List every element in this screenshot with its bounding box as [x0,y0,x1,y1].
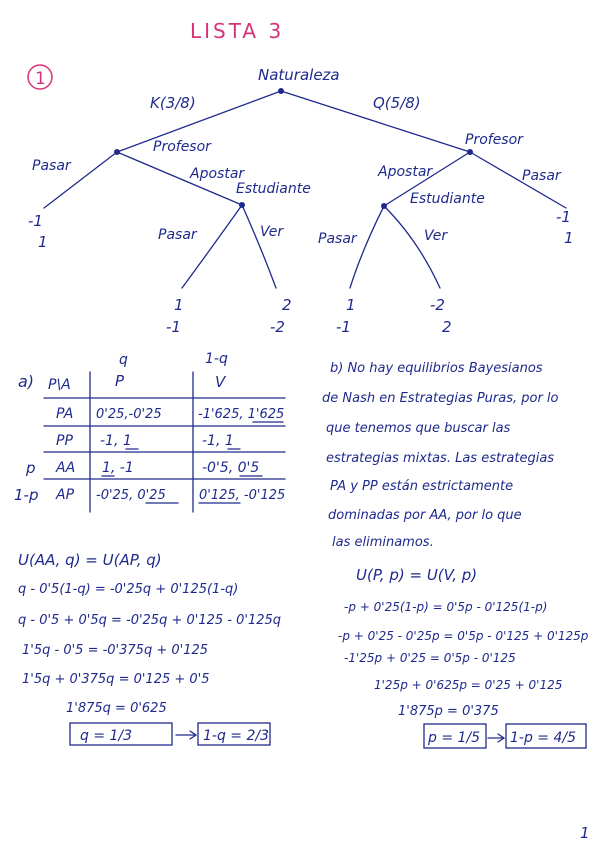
label-right-pasar: Pasar [522,168,561,184]
b-line-7: las eliminamos. [332,535,434,550]
label-est-right-pasar: Pasar [318,231,357,247]
a-eq-3: q - 0'5 + 0'5q = -0'25q + 0'125 - 0'125q [18,613,282,628]
b-line-6: dominadas por AA, por lo que [328,508,522,523]
problem-number: 1 [35,69,46,89]
a-eq-5: 1'5q + 0'375q = 0'125 + 0'5 [22,672,210,687]
b-eq-1: U(P, p) = U(V, p) [356,566,478,584]
b-line-4: estrategias mixtas. Las estrategias [326,451,555,466]
payoff-r2-p1: -2 [430,296,445,314]
cell-pa-v: -1'625, 1'625 [198,407,285,422]
cell-pa-p: 0'25,-0'25 [96,407,162,422]
answer-q: q = 1/3 [80,728,133,744]
cell-ap-p: -0'25, 0'25 [96,488,166,503]
b-eq-4: -1'25p + 0'25 = 0'5p - 0'125 [344,651,516,665]
label-right-apostar: Apostar [378,164,433,180]
branch-est-left-pasar [182,205,242,288]
b-eq-2: -p + 0'25(1-p) = 0'5p - 0'125(1-p) [344,600,548,614]
payoff-l1-p2: -1 [166,318,181,336]
answer-1-q: 1-q = 2/3 [203,728,270,744]
a-eq-4: 1'5q - 0'5 = -0'375q + 0'125 [22,643,209,658]
payoff-left-pasar-p1: -1 [28,212,43,230]
row-label-ap: AP [56,487,75,503]
node-profesor-right: Profesor [465,132,523,148]
cell-aa-v: -0'5, 0'5 [202,460,260,476]
label-left-apostar: Apostar [190,166,245,182]
col-header-P: P [115,372,125,390]
a-eq-6: 1'875q = 0'625 [66,701,167,716]
part-a-equations [18,551,281,745]
cell-pp-p: -1, 1 [100,433,132,449]
label-left-pasar: Pasar [32,158,71,174]
b-line-2: de Nash en Estrategias Puras, por lo [322,391,559,406]
payoff-l1-p1: 1 [174,296,184,314]
node-naturaleza: Naturaleza [258,66,340,84]
payoff-left-pasar-p2: 1 [38,233,48,251]
part-a-table [14,351,285,512]
b-eq-5: 1'25p + 0'625p = 0'25 + 0'125 [374,678,563,692]
page-title: LISTA 3 [190,19,285,43]
row-label-aa: AA [56,460,76,476]
part-a-label: a) [18,372,35,391]
col-header-1-q: 1-q [205,351,228,367]
b-line-5: PA y PP están estrictamente [330,479,514,494]
branch-est-left-ver [242,205,276,288]
payoff-r2-p2: 2 [442,318,452,336]
payoff-r1-p1: 1 [346,296,356,314]
b-eq-3: -p + 0'25 - 0'25p = 0'5p - 0'125 + 0'125p [338,629,589,643]
cell-pp-v: -1, 1 [202,433,234,449]
label-est-left-pasar: Pasar [158,227,197,243]
payoff-l2-p1: 2 [282,296,292,314]
label-prob-k: K(3/8) [150,94,196,112]
row-label-pp: PP [56,433,73,449]
game-tree [28,66,574,336]
b-line-3: que tenemos que buscar las [326,421,511,436]
page-number: 1 [580,824,590,842]
node-estudiante-right: Estudiante [410,191,485,207]
branch-est-right-ver [384,206,440,288]
b-eq-6: 1'875p = 0'375 [398,704,499,719]
part-b-text [322,361,559,550]
col-header-V: V [215,373,226,391]
payoff-right-pasar-p2: 1 [564,229,574,247]
b-line-1: b) No hay equilibrios Bayesianos [330,361,543,376]
label-est-right-ver: Ver [424,228,448,244]
arrow-p [488,734,504,742]
cell-ap-v: 0'125, -0'125 [199,488,286,503]
node-profesor-left: Profesor [153,139,211,155]
answer-p: p = 1/5 [428,730,481,746]
cell-aa-p: 1, -1 [102,460,134,476]
label-est-left-ver: Ver [260,224,284,240]
a-eq-2: q - 0'5(1-q) = -0'25q + 0'125(1-q) [18,582,239,597]
payoff-right-pasar-p1: -1 [556,208,571,226]
branch-est-right-pasar [350,206,384,288]
table-corner-label: P\A [48,377,71,393]
row-1-p-label: 1-p [14,486,39,504]
arrow-q [176,731,196,739]
row-p-label: p [26,459,36,477]
answer-1-p: 1-p = 4/5 [510,730,577,746]
payoff-l2-p2: -2 [270,318,285,336]
row-label-pa: PA [56,406,74,422]
payoff-r1-p2: -1 [336,318,351,336]
part-b-equations [338,566,589,748]
label-prob-q: Q(5/8) [373,94,421,112]
col-header-q: q [119,352,128,368]
node-estudiante-left: Estudiante [236,181,311,197]
a-eq-1: U(AA, q) = U(AP, q) [18,551,162,569]
